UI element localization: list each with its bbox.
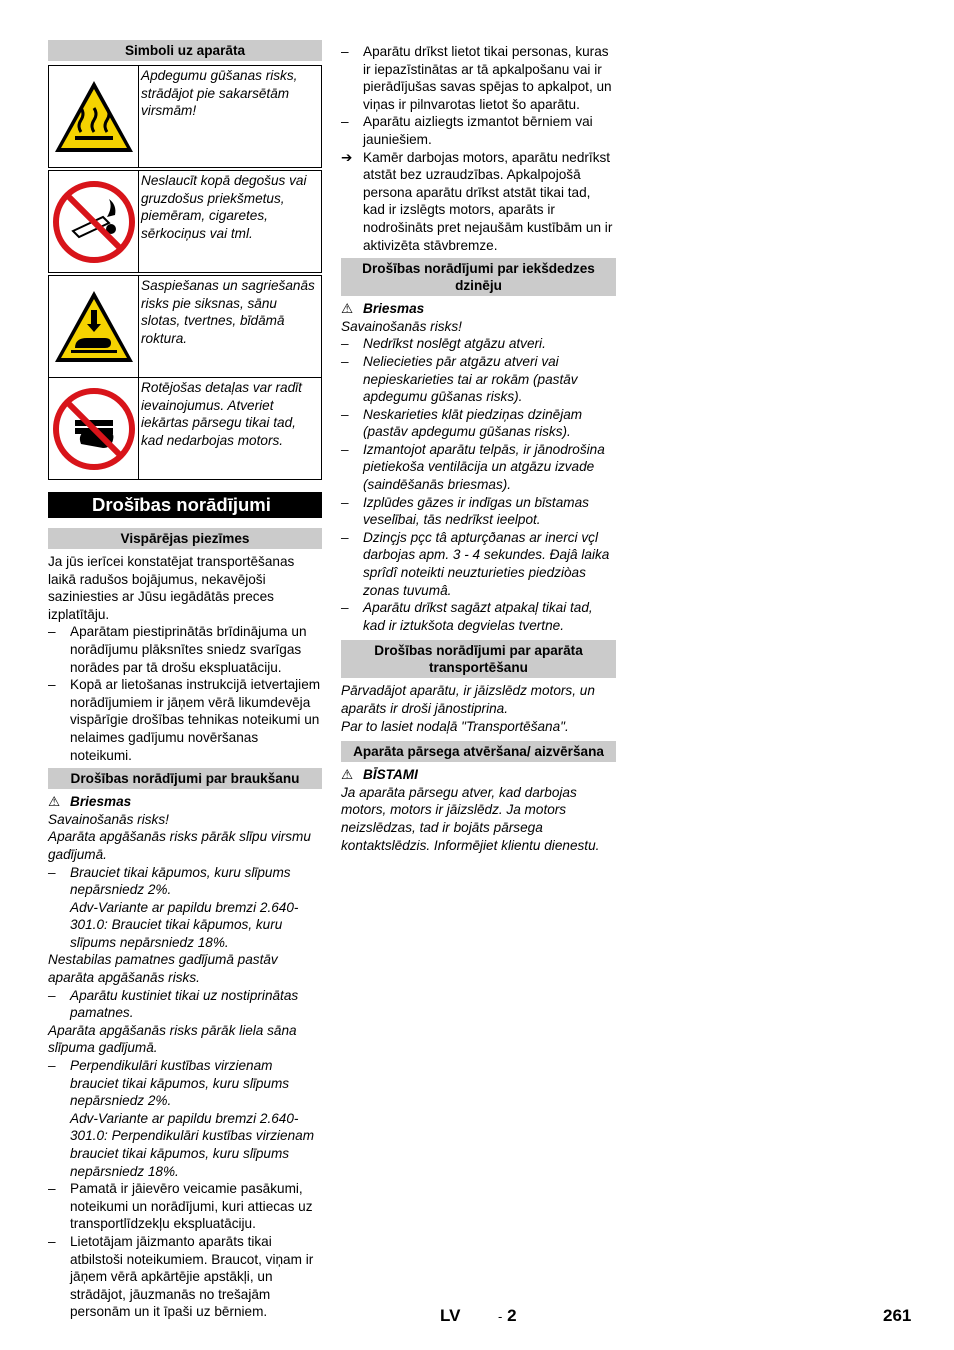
hand-crush-warning-icon	[51, 286, 137, 368]
arrow-item: ➔ Kamēr darbojas motors, aparātu nedrīkst atstāt bez uzraudzības. Apkalpojošā persona aparātu drīkst atstāt tikai tad, kad ir izslēgts motors, aparāts ir nodrošināts pret nejaušām kustībām un ir aktivizēta stāvbremze.	[341, 149, 613, 253]
risk-text: Savainošanās risks!	[341, 318, 462, 334]
general-heading: Vispārējas piezīmes	[48, 528, 322, 549]
paragraph: Aparāta apgāšanās risks pārāk liela sāna slīpuma gadījumā.	[48, 1022, 297, 1056]
transport-heading: Drošības norādījumi par aparāta transportēšanu	[341, 640, 616, 678]
safety-heading: Drošības norādījumi	[48, 492, 322, 518]
symbols-heading: Simboli uz aparāta	[48, 40, 322, 61]
paragraph: Adv-Variante ar papildu bremzi 2.640-301.0: Perpendikulāri kustības virzienam brauciet tikai kāpumos, kuru slīpums nepārsniedz 18%.	[70, 1110, 315, 1179]
symbol-text: Saspiešanas un sagriešanās risks pie siksnas, sānu slotas, tvertnes, bīdāmā roktura.	[141, 278, 315, 346]
risk-text: Savainošanās risks!	[48, 811, 169, 827]
danger-label: ⚠ Briesmas	[48, 794, 132, 810]
symbol-text: Apdegumu gūšanas risks, strādājot pie sakarsētām virsmām!	[141, 68, 298, 119]
warning-triangle-icon: ⚠	[341, 301, 354, 317]
symbols-table	[48, 170, 322, 273]
symbols-table	[48, 65, 322, 168]
list-item: – Aparātam piestiprinātās brīdinājuma un norādījumu plāksnītes sniedz svarīgas norādes par tā drošu ekspluatāciju.	[48, 624, 307, 675]
right-column	[341, 40, 616, 854]
footer-section-page: - 2	[498, 1306, 517, 1325]
cover-heading: Aparāta pārsega atvēršana/ aizvēršana	[341, 741, 616, 762]
list-item: – Aparātu kustiniet tikai uz nostiprinātas pamatnes.	[48, 987, 299, 1021]
danger-label: ⚠ BĪSTAMI	[341, 767, 418, 783]
list-item: – Pamatā ir jāievēro veicamie pasākumi, noteikumi un norādījumi, kuri attiecas uz transportlīdzekļu ekspluatāciju.	[48, 1181, 313, 1232]
list-item: – Kopā ar lietošanas instrukcijā ietvertajiem norādījumiem ir jāņem vērā likumdevēja vispārīgie drošības tehnikas noteikumi un nelaimes gadījumu novēršanas noteikumi.	[48, 677, 321, 763]
footer-language: LV	[440, 1306, 461, 1325]
no-hand-rotating-parts-icon	[51, 386, 137, 472]
symbol-row	[49, 171, 321, 272]
warning-triangle-icon: ⚠	[341, 767, 354, 783]
no-smoking-fire-icon	[51, 179, 137, 265]
list-item: – Izmantojot aparātu telpās, ir jānodrošina pietiekoša ventilācija un atgāzu izvade (saindēšanās briesmas).	[341, 441, 605, 493]
warning-triangle-icon: ⚠	[48, 794, 61, 810]
symbol-row	[49, 66, 321, 167]
driving-heading: Drošības norādījumi par braukšanu	[48, 768, 322, 789]
list-item: – Perpendikulāri kustības virzienam brauciet tikai kāpumos, kuru slīpums nepārsniedz 2%.	[48, 1058, 290, 1109]
list-item: – Aparātu drīkst lietot tikai personas, kuras ir iepazīstinātas ar tā apkalpošanu vai ir pierādījušas savas spējas to apkalpot, un viņas ir pilnvarotas lietot šo aparātu.	[341, 44, 612, 112]
general-intro: Ja jūs ierīcei konstatējat transportēšanas laikā radušos bojājumus, nekavējoši saziniesties ar Jūsu iegādātās preces izplatītāju.	[48, 554, 295, 622]
paragraph: Aparāta apgāšanās risks pārāk slīpu virsmu gadījumā.	[48, 829, 311, 862]
list-item: – Brauciet tikai kāpumos, kuru slīpums nepārsniedz 2%.	[48, 864, 291, 898]
symbol-row	[49, 276, 321, 378]
list-item: – Aparātu aizliegts izmantot bērniem vai jauniešiem.	[341, 114, 593, 147]
footer-page-number: 261	[883, 1306, 912, 1325]
symbols-table	[48, 275, 322, 480]
left-column	[48, 40, 322, 1321]
paragraph: Ja aparāta pārsegu atver, kad darbojas motors, motors ir jāizslēdz. Ja motors neizslēdzas, tad ir bojāts pārsega kontaktslēdzis. Informējiet klientu dienestu.	[341, 784, 600, 853]
danger-label: ⚠ Briesmas	[341, 301, 425, 317]
paragraph: Par to lasiet nodaļā "Transportēšana".	[341, 718, 569, 734]
list-item: – Nedrīkst noslēgt atgāzu atveri.	[341, 336, 546, 352]
arrow-right-icon: ➔	[341, 149, 353, 165]
paragraph: Pārvadājot aparātu, ir jāizslēdz motors, un aparāts ir droši jānostiprina.	[341, 683, 595, 716]
list-item: – Dzinçjs pçc tâ apturçðanas ar inerci vçl darbojas apm. 3 - 4 sekundes. Ðajâ laika sprîdî noteikti neuzturieties piedziòas zonas tuvumâ.	[341, 529, 610, 598]
list-item: – Neskarieties klāt piedziņas dzinējam (pastāv apdegumu gūšanas risks).	[341, 406, 583, 440]
symbol-text: Rotējošas detaļas var radīt ievainojumus. Atveriet iekārtas pārsegu tikai tad, kad nedarbojas motors.	[141, 380, 302, 448]
paragraph: Nestabilas pamatnes gadījumā pastāv aparāta apgāšanās risks.	[48, 952, 278, 986]
hot-surface-warning-icon	[51, 76, 137, 158]
symbol-row	[49, 378, 321, 479]
engine-heading: Drošības norādījumi par iekšdedzes dzinēju	[341, 258, 616, 296]
paragraph: Adv-Variante ar papildu bremzi 2.640-301.0: Brauciet tikai kāpumos, kuru slīpums nepārsniedz 18%.	[70, 899, 299, 950]
list-item: – Izplūdes gāzes ir indīgas un bīstamas veselībai, tās nedrīkst ieelpot.	[341, 494, 589, 528]
list-item: – Neliecieties pār atgāzu atveri vai nepieskarieties tai ar rokām (pastāv apdegumu gūšanas risks).	[341, 353, 578, 405]
list-item: – Aparātu drīkst sagāzt atpakaļ tikai tad, kad ir iztukšota degvielas tvertne.	[341, 600, 593, 633]
list-item: – Lietotājam jāizmanto aparāts tikai atbilstoši noteikumiem. Braucot, viņam ir jāņem vērā apkārtējie apstākļi, un strādājot, jāuzmanās no trešajām personām un it īpaši uz bērniem.	[48, 1233, 314, 1320]
symbol-text: Neslaucīt kopā degošus vai gruzdošus priekšmetus, piemēram, cigaretes, sērkociņus vai tml.	[141, 173, 307, 241]
